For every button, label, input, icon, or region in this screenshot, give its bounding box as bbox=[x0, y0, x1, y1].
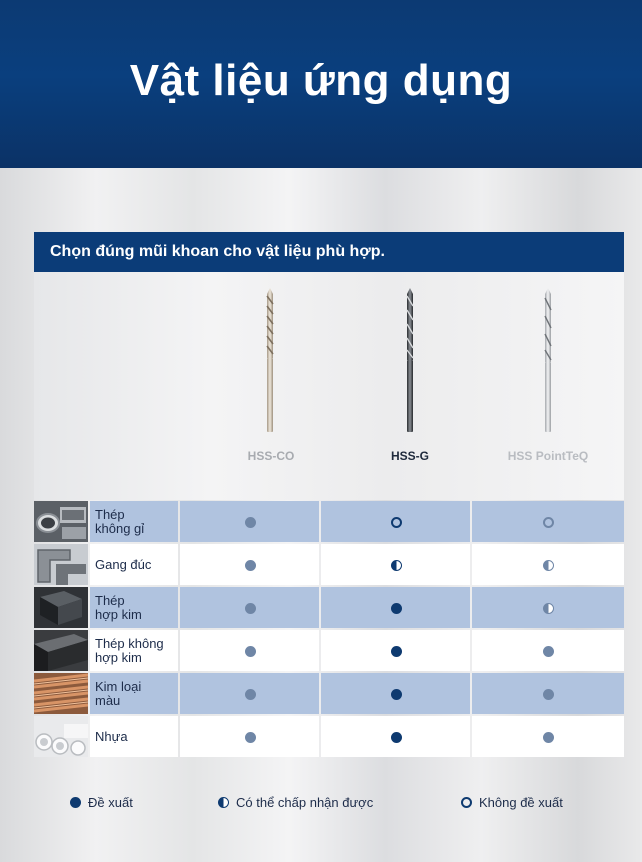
header-banner bbox=[0, 0, 642, 168]
copper-rods-image bbox=[34, 673, 88, 714]
legend-acceptable-icon bbox=[218, 797, 229, 808]
legend-recommended-icon bbox=[70, 797, 81, 808]
table-row bbox=[34, 672, 624, 715]
rating-dot bbox=[543, 732, 554, 743]
column-label-hss-pointteq: HSS PointTeQ bbox=[507, 449, 589, 463]
table-row bbox=[34, 543, 624, 586]
material-label: Thép hợp kim bbox=[95, 592, 142, 622]
rating-dot bbox=[391, 646, 402, 657]
legend-recommended-label: Đề xuất bbox=[88, 795, 133, 810]
column-label-hss-co: HSS-CO bbox=[247, 449, 295, 463]
legend-not-recommended-icon bbox=[461, 797, 472, 808]
rating-dot bbox=[245, 603, 256, 614]
column-label-hss-g: HSS-G bbox=[390, 449, 429, 463]
rating-dot bbox=[543, 646, 554, 657]
rating-dot bbox=[245, 560, 256, 571]
alloy-steel-image bbox=[34, 587, 88, 628]
legend-not-recommended-label: Không đề xuất bbox=[479, 795, 563, 810]
material-label: Kim loại màu bbox=[95, 678, 142, 708]
rating-dot bbox=[543, 517, 554, 528]
rating-dot bbox=[543, 560, 554, 571]
material-label: Nhựa bbox=[95, 728, 128, 744]
rating-dot bbox=[245, 646, 256, 657]
drill-image-panel bbox=[34, 272, 624, 500]
section-header bbox=[34, 232, 624, 272]
material-label: Thép không gỉ bbox=[95, 506, 145, 536]
table-row bbox=[34, 500, 624, 543]
rating-dot bbox=[391, 603, 402, 614]
stainless-steel-tubes-image bbox=[34, 501, 88, 542]
drill-hss-co-image bbox=[260, 288, 280, 432]
table-row bbox=[34, 715, 624, 758]
rating-dot bbox=[391, 732, 402, 743]
rating-dot bbox=[391, 517, 402, 528]
table-row bbox=[34, 629, 624, 672]
plastic-pipes-image bbox=[34, 716, 88, 757]
drill-hss-g-image bbox=[400, 288, 420, 432]
non-alloy-steel-image bbox=[34, 630, 88, 671]
material-label: Gang đúc bbox=[95, 556, 152, 572]
rating-dot bbox=[391, 560, 402, 571]
legend-acceptable-label: Có thể chấp nhận được bbox=[236, 795, 374, 810]
rating-dot bbox=[245, 689, 256, 700]
material-table bbox=[34, 500, 624, 758]
drill-hss-pointteq-image bbox=[538, 288, 558, 432]
section-title: Chọn đúng mũi khoan cho vật liệu phù hợp. bbox=[50, 243, 385, 260]
rating-dot bbox=[245, 517, 256, 528]
table-row bbox=[34, 586, 624, 629]
rating-dot bbox=[391, 689, 402, 700]
page-title: Vật liệu ứng dụng bbox=[129, 56, 513, 105]
material-label: Thép không hợp kim bbox=[95, 635, 164, 665]
rating-dot bbox=[543, 603, 554, 614]
cast-iron-profile-image bbox=[34, 544, 88, 585]
rating-dot bbox=[543, 689, 554, 700]
rating-dot bbox=[245, 732, 256, 743]
